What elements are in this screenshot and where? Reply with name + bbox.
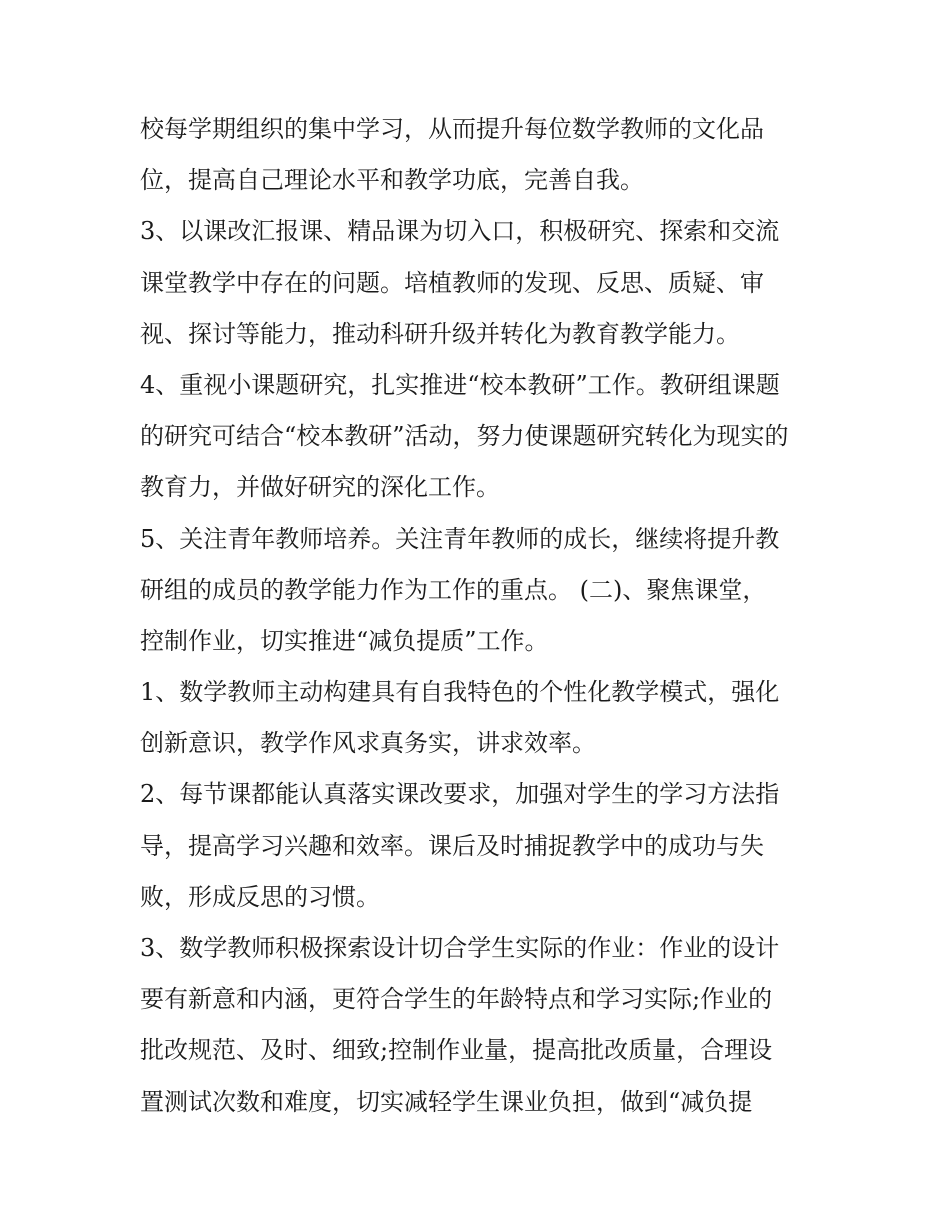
text-line: 导，提高学习兴趣和效率。课后及时捕捉教学中的成功与失 <box>140 831 764 860</box>
text-line: 3、以课改汇报课、精品课为切入口，积极研究、探索和交流 <box>140 217 780 246</box>
text-line: 置测试次数和难度，切实减轻学生课业负担，做到“减负提 <box>140 1087 753 1116</box>
text-line: 视、探讨等能力，推动科研升级并转化为教育教学能力。 <box>140 319 740 348</box>
text-line: 败，形成反思的习惯。 <box>140 882 380 911</box>
text-line: 1、数学教师主动构建具有自我特色的个性化教学模式，强化 <box>140 678 780 707</box>
text-line: 4、重视小课题研究，扎实推进“校本教研”工作。教研组课题 <box>140 370 780 399</box>
text-line: 的研究可结合“校本教研”活动，努力使课题研究转化为现实的 <box>140 422 789 451</box>
text-line: 要有新意和内涵，更符合学生的年龄特点和学习实际;作业的 <box>140 985 773 1014</box>
text-line: 3、数学教师积极探索设计切合学生实际的作业：作业的设计 <box>140 934 780 962</box>
text-line: 批改规范、及时、细致;控制作业量，提高批改质量，合理设 <box>140 1036 773 1065</box>
text-line: 校每学期组织的集中学习，从而提升每位数学教师的文化品 <box>140 115 764 143</box>
text-line: 研组的成员的教学能力作为工作的重点。 (二)、聚焦课堂， <box>140 575 767 604</box>
text-line: 教育力，并做好研究的深化工作。 <box>140 473 500 502</box>
text-line: 位，提高自己理论水平和教学功底，完善自我。 <box>140 166 644 195</box>
text-line: 课堂教学中存在的问题。培植教师的发现、反思、质疑、审 <box>140 268 764 297</box>
text-line: 创新意识，教学作风求真务实，讲求效率。 <box>140 729 596 758</box>
text-line: 5、关注青年教师培养。关注青年教师的成长，继续将提升教 <box>140 524 780 553</box>
text-line: 2、每节课都能认真落实课改要求，加强对学生的学习方法指 <box>140 780 780 809</box>
document-body <box>140 104 820 1128</box>
text-line: 控制作业，切实推进“减负提质”工作。 <box>140 626 549 655</box>
